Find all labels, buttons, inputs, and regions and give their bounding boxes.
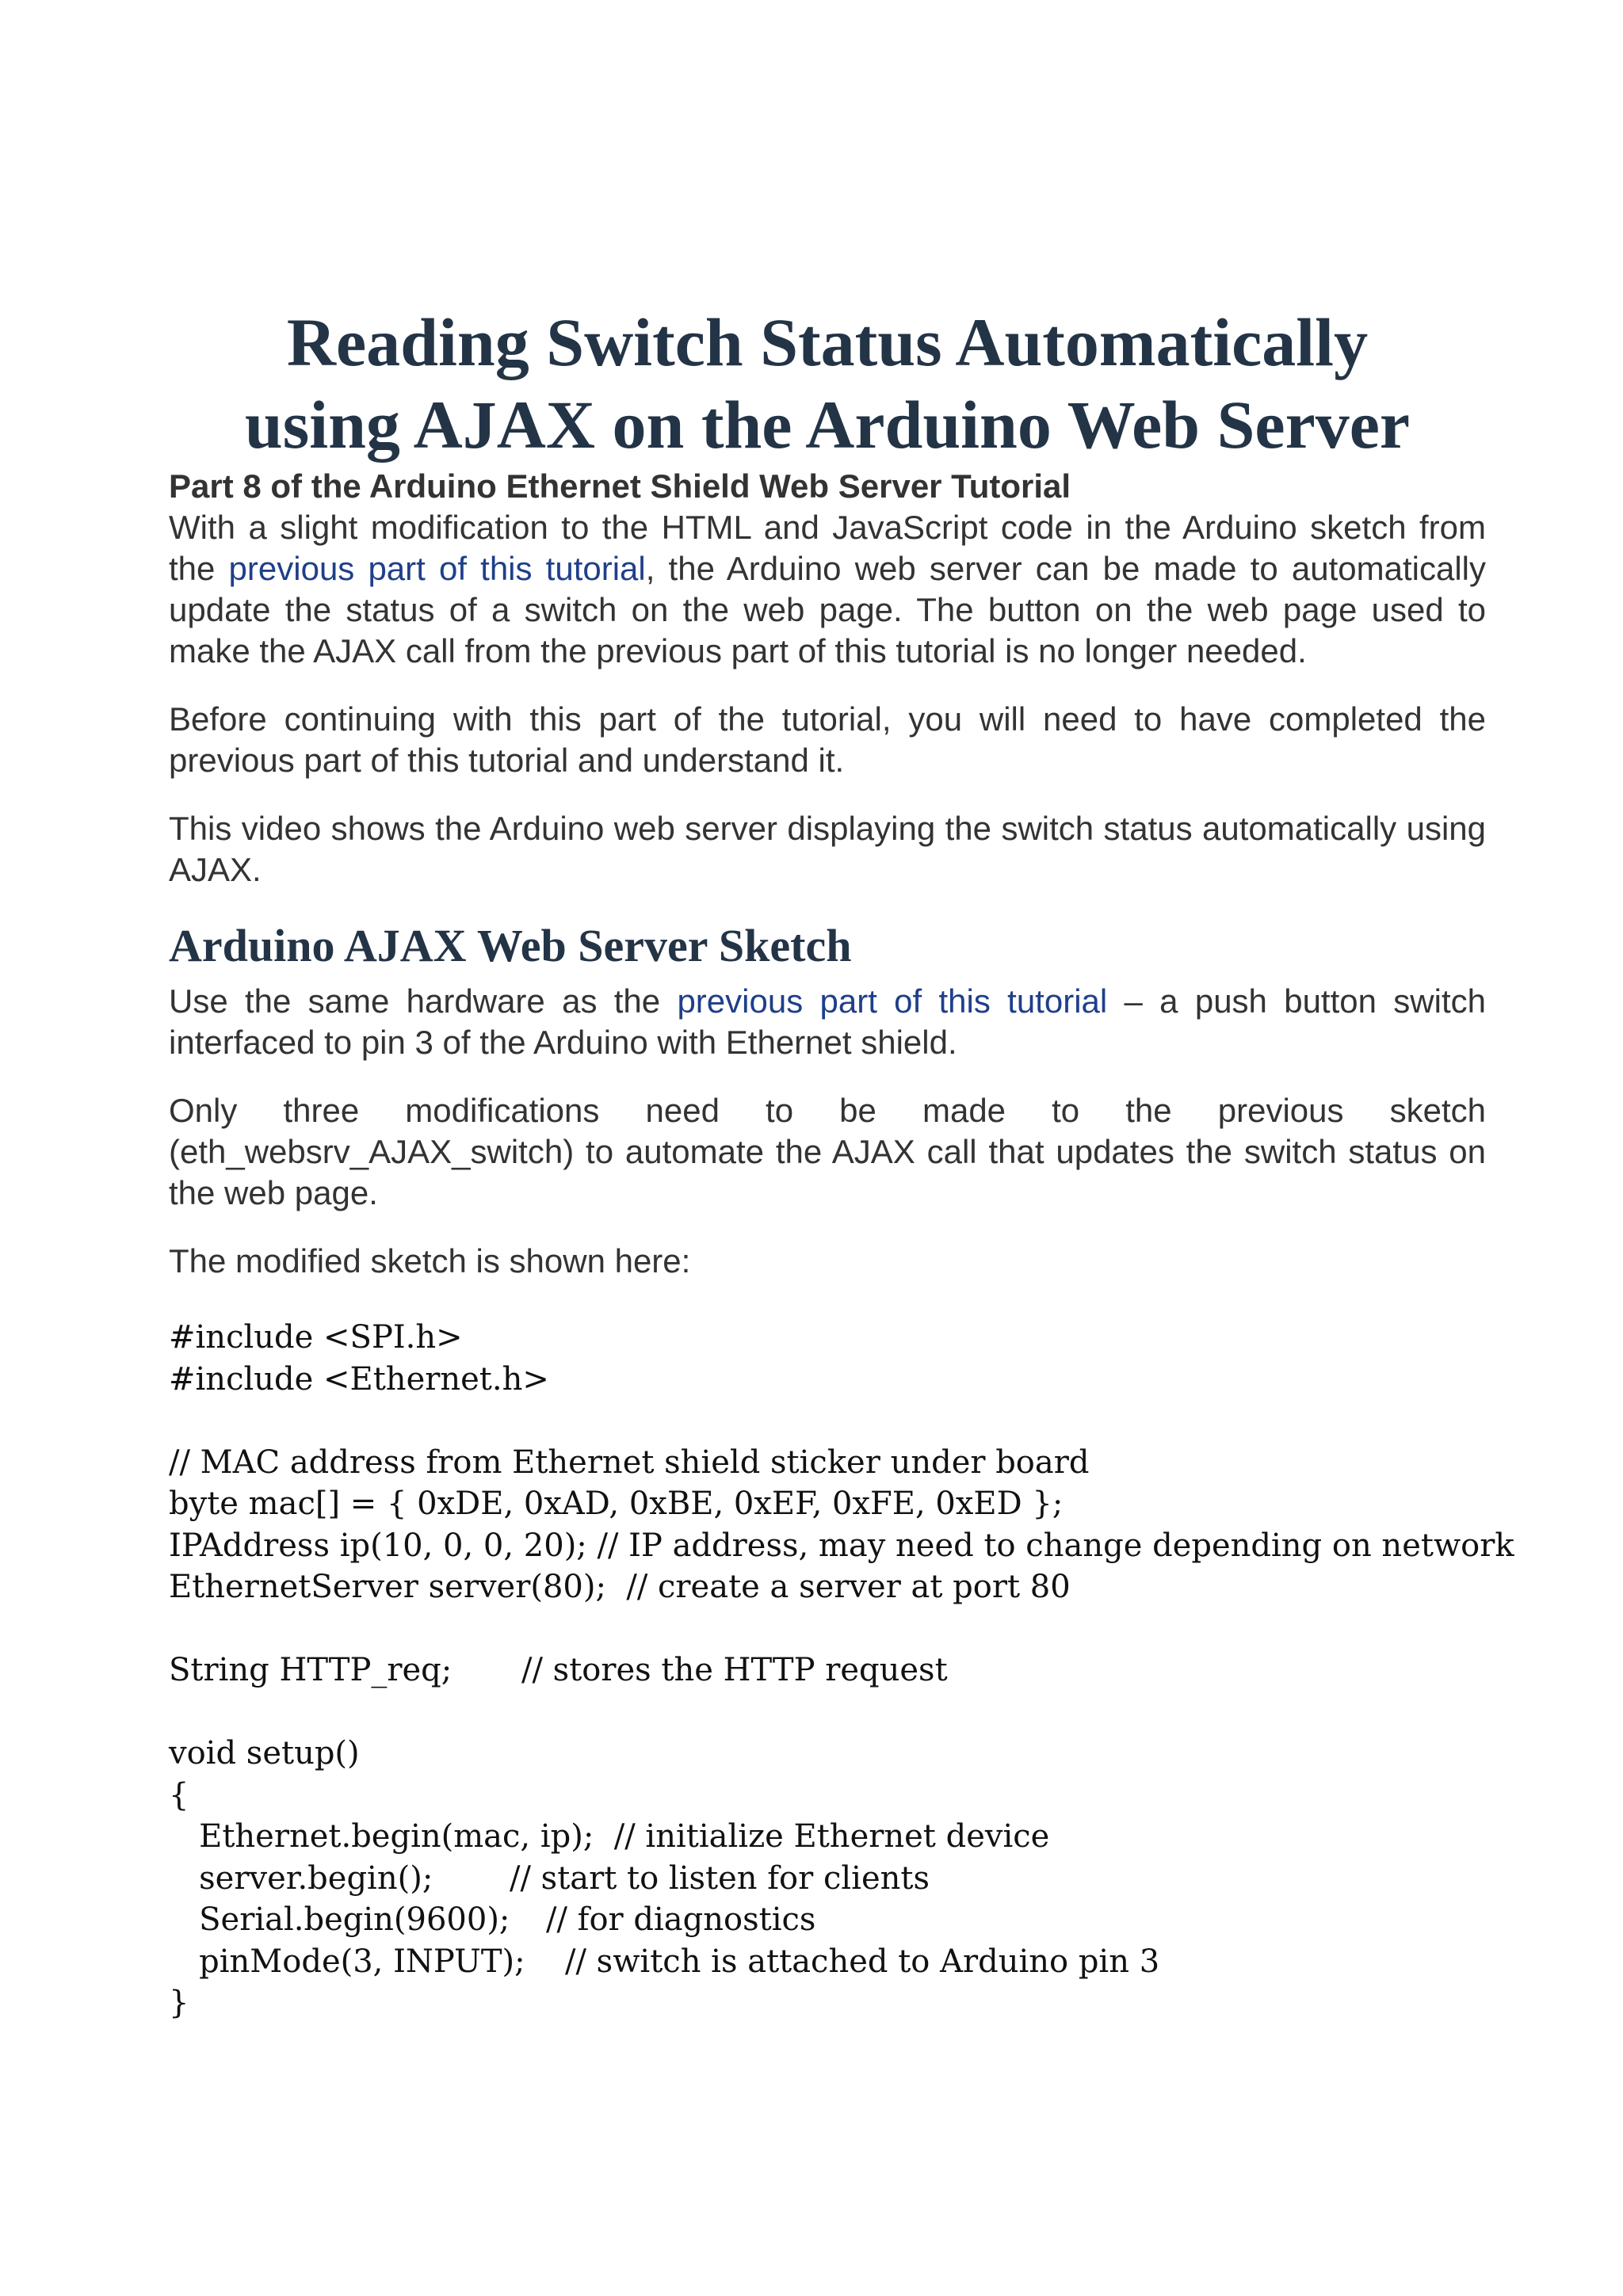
previous-part-link-2[interactable]: previous part of this tutorial [677,982,1108,1020]
intro-p1-text-a: With a slight modification to the HTML and JavaScript code in the Arduino sketch from the [169,509,1486,587]
code-block [169,1317,1514,2024]
code-comment: // for diagnostics [546,1901,816,1938]
code-line [169,1608,1486,1650]
code-line: byte mac[] = { 0xDE, 0xAD, 0xBE, 0xEF, 0xFE, 0xED }; [169,1486,1064,1522]
intro-paragraph-3: This video shows the Arduino web server displaying the switch status automatically using AJAX. [169,810,1486,888]
code-line: EthernetServer server(80); // create a server at port 80 [169,1569,1071,1605]
code-line: { [169,1776,189,1814]
previous-part-link-1[interactable]: previous part of this tutorial [228,550,646,587]
code-line [169,1650,1486,1691]
code-statement: Serial.begin(9600); [169,1901,510,1938]
intro-paragraph-2: Before continuing with this part of the tutorial, you will need to have completed the previous part of this tutorial and understand it. [169,700,1486,779]
code-statement: pinMode(3, INPUT); [169,1943,525,1980]
code-line [169,1858,1486,1900]
section-p1-text-b: – a push button switch interfaced to pin 3 of the Arduino with Ethernet shield. [169,982,1486,1061]
code-statement: server.begin(); [169,1859,433,1897]
intro-p1-text-b: , the Arduino web server can be made to automatically update the status of a switch on the web page. The button on the web page used to make the AJAX call from the previous part of this tutorial is no longer needed. [169,550,1486,669]
title-line-1: Reading Switch Status Automatically [286,304,1369,380]
section-paragraph-1 [169,981,1486,1063]
page-subtitle: Part 8 of the Arduino Ethernet Shield Web Server Tutorial [169,467,1071,505]
code-comment: // start to listen for clients [510,1859,930,1897]
page-title [169,301,1486,466]
code-line: #include <Ethernet.h> [169,1360,549,1398]
code-line: #include <SPI.h> [169,1319,463,1356]
code-statement: String HTTP_req; [169,1652,453,1688]
code-comment: // switch is attached to Arduino pin 3 [565,1943,1160,1980]
code-line [169,1941,1486,1983]
section-heading: Arduino AJAX Web Server Sketch [169,920,852,971]
code-comment: // stores the HTTP request [521,1652,948,1688]
intro-paragraph-1 [169,507,1486,672]
code-line: // MAC address from Ethernet shield sticker under board [169,1444,1090,1481]
code-line: void setup() [169,1735,360,1772]
section-paragraph-2: Only three modifications need to be made to the previous sketch (eth_websrv_AJAX_switch) to automate the AJAX call that updates the switch status on the web page. [169,1092,1486,1211]
code-line: } [169,1985,189,2021]
code-line: IPAddress ip(10, 0, 0, 20); // IP address, may need to change depending on network [169,1527,1514,1564]
page-content [169,301,1514,2024]
section-paragraph-3: The modified sketch is shown here: [169,1242,691,1280]
code-line [169,1691,1486,1733]
code-line [169,1899,1486,1941]
code-line [169,1400,1486,1442]
code-line: Ethernet.begin(mac, ip); // initialize Ethernet device [169,1818,1050,1855]
section-p1-text-a: Use the same hardware as the [169,982,678,1020]
title-line-2: using AJAX on the Arduino Web Server [244,387,1411,463]
